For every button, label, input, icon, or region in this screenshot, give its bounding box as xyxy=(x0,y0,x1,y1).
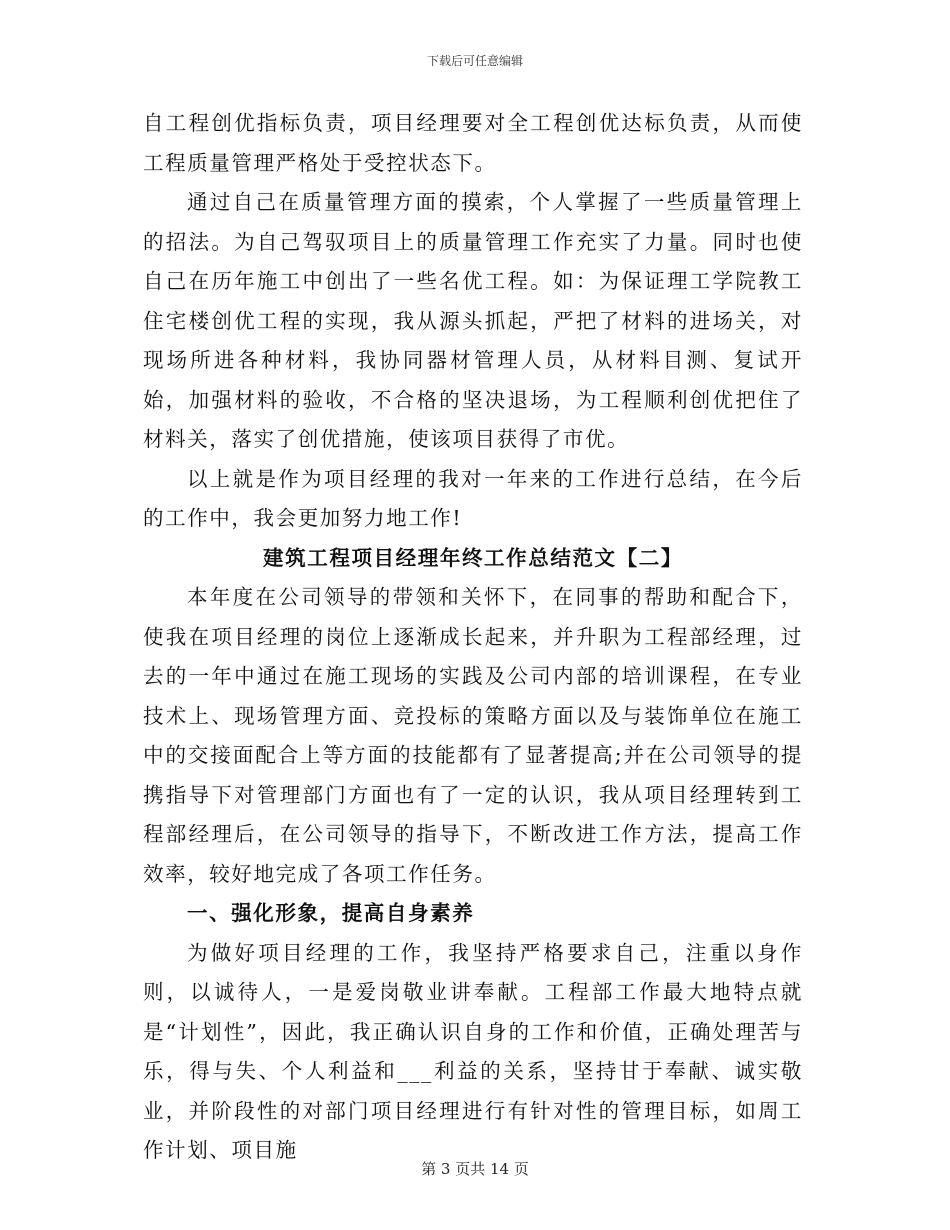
paragraph-continuation: 自工程创优指标负责，项目经理要对全工程创优达标负责，从而使工程质量管理严格处于受控状态下。 xyxy=(143,111,803,175)
paragraph-conclusion: 以上就是作为项目经理的我对一年来的工作进行总结，在今后的工作中，我会更加努力地工作! xyxy=(143,466,803,530)
document-body xyxy=(143,104,803,1171)
paragraph-quality-management: 通过自己在质量管理方面的摸索，个人掌握了一些质量管理上的招法。为自己驾驭项目上的质量管理工作充实了力量。同时也使自己在历年施工中创出了一些名优工程。如：为保证理工学院教工住宅楼创优工程的实现，我从源头抓起，严把了材料的进场关，对现场所进各种材料，我协同器材管理人员，从材料目测、复试开始，加强材料的验收，不合格的坚决退场，为工程顺利创优把住了材料关，落实了创优措施，使该项目获得了市优。 xyxy=(143,190,803,451)
section-heading: 一、强化形象，提高自身素养 xyxy=(187,901,475,925)
paragraph-section-body: 为做好项目经理的工作，我坚持严格要求自己，注重以身作则，以诚待人，一是爱岗敬业讲奉献。工程部工作最大地特点就是“计划性”，因此，我正确认识自身的工作和价值，正确处理苦与乐，得与失、个人利益和___利益的关系，坚持甘于奉献、诚实敬业，并阶段性的对部门项目经理进行有针对性的管理目标，如周工作计划、项目施 xyxy=(143,940,803,1162)
page-footer: 第 3 页共 14 页 xyxy=(421,1160,529,1178)
article-title: 建筑工程项目经理年终工作总结范文【二】 xyxy=(263,545,683,570)
paragraph-intro: 本年度在公司领导的带领和关怀下，在同事的帮助和配合下，使我在项目经理的岗位上逐渐成长起来，并升职为工程部经理，过去的一年中通过在施工现场的实践及公司内部的培训课程，在专业技术上、现场管理方面、竞投标的策略方面以及与装饰单位在施工中的交接面配合上等方面的技能都有了显著提高;并在公司领导的提携指导下对管理部门方面也有了一定的认识，我从项目经理转到工程部经理后，在公司领导的指导下，不断改进工作方法，提高工作效率，较好地完成了各项工作任务。 xyxy=(143,585,803,886)
page-header: 下载后可任意编辑 xyxy=(426,54,523,68)
